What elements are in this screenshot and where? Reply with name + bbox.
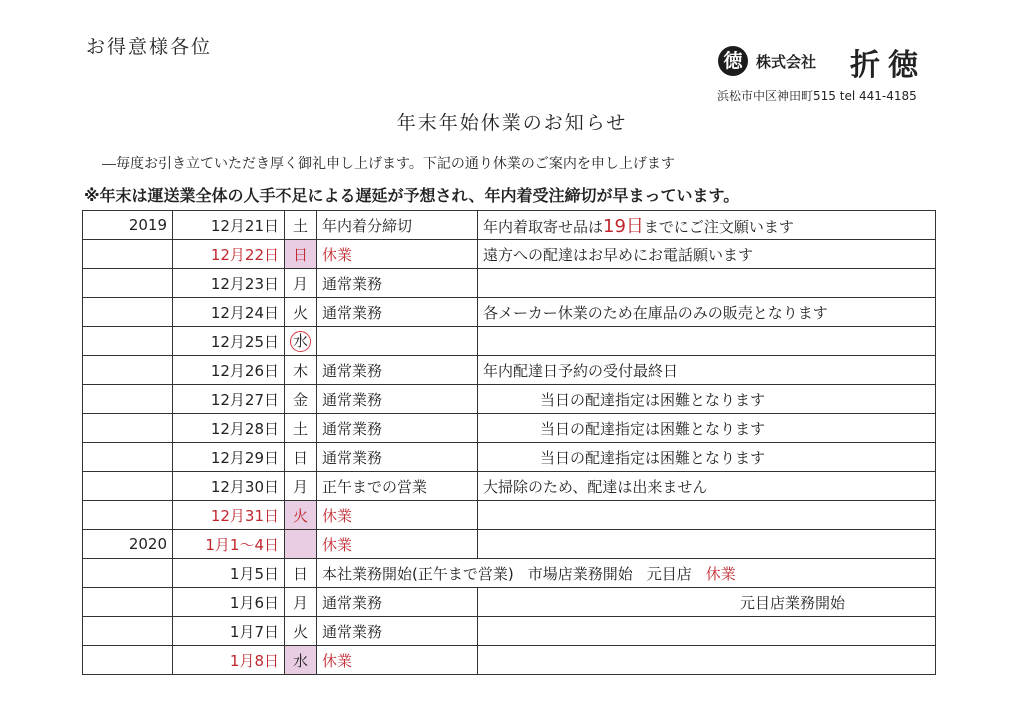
- weekday-cell: 木: [285, 356, 317, 385]
- date-cell: 1月8日: [173, 646, 285, 675]
- note-prefix: 年内着取寄せ品は: [483, 218, 604, 236]
- weekday-cell: 土: [285, 414, 317, 443]
- weekday-cell: [285, 327, 317, 356]
- status-cell: [317, 327, 478, 356]
- status-cell: 休業: [317, 646, 478, 675]
- company-type: 株式会社: [756, 53, 817, 71]
- status-cell: 年内着分締切: [317, 211, 478, 240]
- status-cell: 通常業務: [317, 385, 478, 414]
- table-row: [83, 211, 936, 240]
- weekday-cell: 水: [285, 646, 317, 675]
- note-cell: [478, 617, 936, 646]
- year-cell: [83, 327, 173, 356]
- year-cell: [83, 269, 173, 298]
- branch-closed-status: 休業: [705, 564, 736, 583]
- tel-text: tel 441-4185: [839, 89, 917, 103]
- company-name: 折徳: [850, 48, 926, 83]
- table-row: [83, 240, 936, 269]
- date-cell: 12月31日: [173, 501, 285, 530]
- table-row: [83, 646, 936, 675]
- year-cell: [83, 356, 173, 385]
- year-cell: [83, 385, 173, 414]
- table-row: [83, 385, 936, 414]
- status-cell: 通常業務: [317, 298, 478, 327]
- address-text: 浜松市中区神田町515: [717, 89, 836, 103]
- year-cell: 2019: [83, 211, 173, 240]
- weekday-cell: 火: [285, 617, 317, 646]
- weekday-cell: 月: [285, 269, 317, 298]
- warning-text: ※年末は運送業全体の人手不足による遅延が予想され、年内着受注締切が早まっています。: [84, 186, 740, 205]
- status-cell: 休業: [317, 240, 478, 269]
- year-cell: [83, 617, 173, 646]
- note-cell: 各メーカー休業のため在庫品のみの販売となります: [478, 298, 936, 327]
- status-cell: 通常業務: [317, 443, 478, 472]
- year-cell: [83, 240, 173, 269]
- year-cell: [83, 414, 173, 443]
- table-row: [83, 356, 936, 385]
- note-cell: [478, 327, 936, 356]
- date-cell: 1月5日: [173, 559, 285, 588]
- weekday-cell: 月: [285, 588, 317, 617]
- date-cell: 1月6日: [173, 588, 285, 617]
- table-row: [83, 501, 936, 530]
- note-cell: [478, 211, 936, 240]
- status-cell: 通常業務: [317, 269, 478, 298]
- year-cell: [83, 472, 173, 501]
- note-cell: 当日の配達指定は困難となります: [478, 443, 936, 472]
- table-row: [83, 559, 936, 588]
- table-row: [83, 298, 936, 327]
- company-logo-icon: 徳: [718, 46, 748, 76]
- year-cell: [83, 646, 173, 675]
- note-cell: 大掃除のため、配達は出来ません: [478, 472, 936, 501]
- year-cell: [83, 298, 173, 327]
- table-row: [83, 530, 936, 559]
- year-cell: [83, 588, 173, 617]
- year-cell: [83, 559, 173, 588]
- table-row: [83, 269, 936, 298]
- branch-name: 元目店: [646, 564, 692, 583]
- greeting-text: 毎度お引き立ていただき厚く御礼申し上げます。下記の通り休業のご案内を申し上げます: [116, 153, 675, 173]
- status-cell: 休業: [317, 530, 478, 559]
- notice-title: 年末年始休業のお知らせ: [396, 112, 628, 134]
- date-cell: 12月26日: [173, 356, 285, 385]
- weekday-cell: 日: [285, 240, 317, 269]
- date-cell: 12月21日: [173, 211, 285, 240]
- date-cell: 12月24日: [173, 298, 285, 327]
- year-cell: 2020: [83, 530, 173, 559]
- status-cell: 通常業務: [317, 617, 478, 646]
- date-cell: 12月27日: [173, 385, 285, 414]
- date-cell: 12月22日: [173, 240, 285, 269]
- deadline-highlight: 19日: [603, 216, 644, 237]
- status-cell: 通常業務: [317, 588, 478, 617]
- year-cell: [83, 443, 173, 472]
- company-address: [717, 87, 917, 104]
- weekday-cell: 火: [285, 501, 317, 530]
- weekday-cell: 火: [285, 298, 317, 327]
- table-row: [83, 414, 936, 443]
- date-cell: 12月23日: [173, 269, 285, 298]
- weekday-cell: 日: [285, 443, 317, 472]
- note-cell: 遠方への配達はお早めにお電話願います: [478, 240, 936, 269]
- weekday-cell: 月: [285, 472, 317, 501]
- status-cell: 通常業務: [317, 414, 478, 443]
- head-office-status: 本社業務開始(正午まで営業): [322, 564, 514, 583]
- date-cell: 1月1～4日: [173, 530, 285, 559]
- table-row: [83, 472, 936, 501]
- schedule-table: [82, 210, 936, 675]
- table-row: [83, 443, 936, 472]
- circled-weekday: 水: [290, 331, 311, 352]
- weekday-cell: 金: [285, 385, 317, 414]
- year-cell: [83, 501, 173, 530]
- note-cell: 元目店業務開始: [478, 588, 936, 617]
- note-cell: 年内配達日予約の受付最終日: [478, 356, 936, 385]
- date-cell: 12月25日: [173, 327, 285, 356]
- market-store-status: 市場店業務開始: [527, 564, 633, 583]
- date-cell: 12月29日: [173, 443, 285, 472]
- weekday-cell: 土: [285, 211, 317, 240]
- date-cell: 1月7日: [173, 617, 285, 646]
- recipient-heading: お得意様各位: [86, 36, 213, 58]
- table-row: [83, 327, 936, 356]
- date-cell: 12月30日: [173, 472, 285, 501]
- date-cell: 12月28日: [173, 414, 285, 443]
- status-cell: 正午までの営業: [317, 472, 478, 501]
- weekday-cell: 日: [285, 559, 317, 588]
- note-cell: [478, 646, 936, 675]
- note-cell: 当日の配達指定は困難となります: [478, 414, 936, 443]
- status-cell: [317, 559, 936, 588]
- note-cell: [478, 501, 936, 530]
- note-suffix: までにご注文願います: [643, 218, 794, 236]
- status-cell: 休業: [317, 501, 478, 530]
- table-row: [83, 588, 936, 617]
- weekday-cell: [285, 530, 317, 559]
- note-cell: [478, 269, 936, 298]
- status-cell: 通常業務: [317, 356, 478, 385]
- table-row: [83, 617, 936, 646]
- note-cell: [478, 530, 936, 559]
- note-cell: 当日の配達指定は困難となります: [478, 385, 936, 414]
